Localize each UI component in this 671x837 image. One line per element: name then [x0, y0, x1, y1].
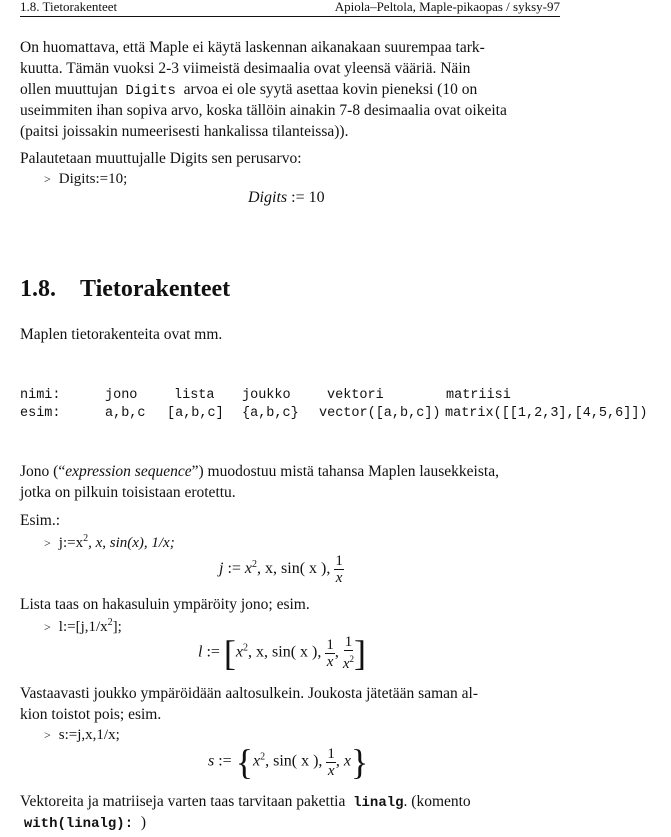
text-fragment: Jono (“	[20, 463, 66, 480]
code-with-linalg: with(linalg):	[23, 816, 134, 832]
header-title: Apiola–Peltola, Maple-pikaopas / syksy-97	[334, 0, 560, 14]
row-label: esim:	[20, 406, 61, 421]
cell: lista	[174, 388, 215, 403]
text-fragment: . (komento	[403, 793, 471, 810]
prompt-symbol: >	[44, 728, 51, 742]
prompt-symbol: >	[44, 172, 51, 186]
structures-table-row-names	[20, 388, 511, 403]
input-text: l:=[j,1/x	[58, 619, 108, 635]
input-text: s:=j,x,1/x;	[58, 727, 120, 743]
text-fragment: ”) muodostuu mistä tahansa Maplen lausekkeista,	[191, 463, 499, 480]
running-header	[20, 0, 560, 17]
right-brace: }	[351, 742, 369, 782]
paragraph-set: Vastaavasti joukko ympäröidään aaltosulkein. Joukosta jätetään saman al-	[20, 685, 478, 702]
fraction-1-over-x: $\frac{1}{x}$	[326, 636, 334, 670]
section-number: 1.8.	[20, 276, 56, 302]
term-x: x	[244, 560, 253, 578]
section-title: Tietorakenteet	[80, 276, 231, 302]
output-lhs: Digits	[248, 189, 288, 206]
maple-output-list: l := [$x^2$, x, sin( x ), $\frac{1}{x}$ , $\frac{1}{x^2}$ ]	[198, 633, 367, 673]
example-label: Esim.:	[20, 512, 61, 529]
input-text: Digits:=10;	[58, 171, 128, 187]
text-line: kion toistot pois; esim.	[20, 706, 162, 723]
output-lhs: l	[198, 643, 203, 661]
text-line: On huomattava, että Maple ei käytä laskennan aikanakaan suurempaa tark-	[20, 39, 485, 56]
cell: vector([a,b,c])	[319, 406, 441, 421]
maple-input-digits	[44, 171, 127, 188]
output-terms: , sin( x ),	[265, 752, 327, 770]
text-fragment: Vektoreita ja matriiseja varten taas tarvitaan pakettia	[20, 793, 346, 810]
output-terms: , x, sin( x ),	[257, 560, 335, 578]
text-fragment: arvoa ei ole syytä asettaa kovin pieneksi (10 on	[183, 81, 478, 98]
text-line: jotka on pilkuin toisistaan erotettu.	[20, 484, 236, 501]
left-brace: {	[235, 742, 253, 782]
fraction-1-over-x: $\frac{1}{x}$	[335, 553, 343, 586]
output-lhs: j	[219, 560, 224, 578]
fraction-1-over-x: $\frac{1}{x}$	[327, 745, 335, 779]
output-operator: :=	[291, 189, 305, 206]
paragraph-sequence	[20, 463, 499, 481]
row-label: nimi:	[20, 388, 61, 403]
maple-output-sequence: j := $x^2$, x, sin( x ), $\frac{1}{x}$	[219, 553, 343, 586]
section-heading	[20, 276, 230, 303]
maple-input-set	[44, 727, 120, 744]
maple-input-list: > $l:=[j,1/x^2]$;	[44, 617, 122, 635]
fraction-1-over-x2: $\frac{1}{x^2}$	[342, 634, 355, 672]
input-text: j:=x	[58, 535, 84, 551]
cell: matriisi	[446, 388, 511, 403]
structures-table-row-examples	[20, 406, 648, 421]
cell: a,b,c	[105, 406, 146, 421]
cell: jono	[105, 388, 138, 403]
code-digits: Digits	[125, 83, 176, 99]
input-text: , x, sin(x), 1/x;	[88, 535, 175, 551]
paragraph-linalg	[20, 793, 471, 811]
text-line: kuutta. Tämän vuoksi 2-3 viimeistä desimaalia ovat yleensä vääriä. Näin	[20, 60, 471, 77]
cell: [a,b,c]	[167, 406, 224, 421]
text-line: (paitsi joissakin numeerisesti hankalissa tilanteissa)).	[20, 123, 349, 140]
header-section: 1.8. Tietorakenteet	[20, 0, 118, 14]
cell: matrix([[1,2,3],[4,5,6]])	[445, 406, 648, 421]
prompt-symbol: >	[44, 620, 51, 634]
maple-output-set: s := {$x^2$, sin( x ), $\frac{1}{x}$ , x}	[208, 742, 369, 782]
text-fragment: )	[140, 814, 147, 831]
cell: {a,b,c}	[242, 406, 299, 421]
text-line	[20, 81, 477, 99]
emphasis: expression sequence	[65, 463, 192, 480]
cell: joukko	[242, 388, 291, 403]
input-text: ];	[112, 619, 122, 635]
code-linalg: linalg	[353, 795, 404, 811]
text-line	[20, 814, 146, 832]
paragraph-reset-digits: Palautetaan muuttujalle Digits sen perusarvo:	[20, 150, 302, 167]
prompt-symbol: >	[44, 536, 51, 550]
output-terms: , x, sin( x ),	[248, 643, 326, 661]
paragraph-structures-intro: Maplen tietorakenteita ovat mm.	[20, 326, 223, 343]
cell: vektori	[327, 388, 384, 403]
text-fragment: ollen muuttujan	[20, 81, 118, 98]
maple-output-digits	[248, 189, 325, 207]
text-line: useimmiten ihan sopiva arvo, koska tällöin ainakin 7-8 desimaalia ovat oikeita	[20, 102, 507, 119]
right-bracket: ]	[354, 633, 367, 673]
output-rhs: 10	[308, 189, 325, 206]
paragraph-list: Lista taas on hakasuluin ympäröity jono; esim.	[20, 596, 310, 613]
maple-input-sequence: > $j:=x^2$, x, sin(x), 1/x;	[44, 533, 175, 551]
left-bracket: [	[223, 633, 236, 673]
output-lhs: s	[208, 752, 215, 770]
